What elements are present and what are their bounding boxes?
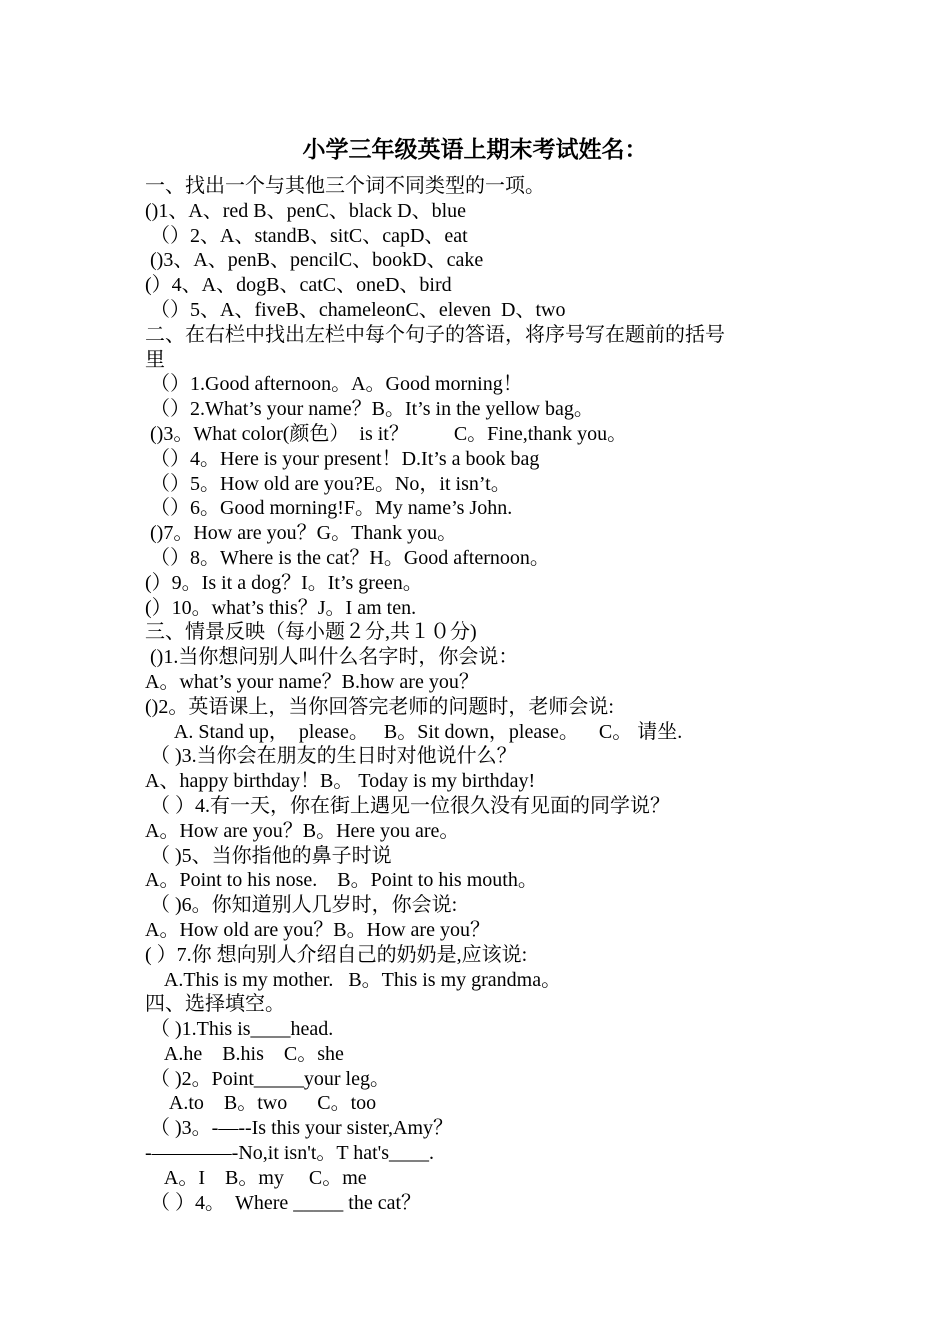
exam-line: （）2.What’s your name？B。It’s in the yellow bag。: [145, 398, 594, 421]
exam-line: （ )6。你知道别人几岁时，你会说:: [145, 894, 458, 917]
exam-line: （）5、A、fiveB、chameleonC、eleven D、two: [145, 298, 566, 321]
exam-line: （ )3.当你会在朋友的生日时对他说什么？: [145, 745, 517, 768]
exam-line: （）4。Here is your present！D.It’s a book bag: [145, 447, 540, 470]
exam-line: ()3、A、penB、pencilC、bookD、cake: [145, 249, 484, 272]
exam-line: 三、情景反映（每小题２分,共１０分): [145, 621, 477, 644]
exam-line: ( ）7.你 想向别人介绍自己的奶奶是,应该说:: [145, 943, 528, 966]
exam-line: A.he B.his C。she: [145, 1042, 344, 1065]
exam-line: ()1、A、red B、penC、black D、blue: [145, 199, 467, 222]
exam-line: A。How old are you？B。How are you？: [145, 918, 490, 941]
exam-line: （）1.Good afternoon。A。Good morning！: [145, 373, 523, 396]
exam-line: 里: [145, 348, 165, 371]
exam-line: （ )3。-—--Is this your sister,Amy？: [145, 1117, 454, 1140]
exam-title: 小学三年级英语上期末考试姓名：: [302, 137, 648, 162]
exam-line: A。what’s your name？B.how are you？: [145, 670, 479, 693]
exam-line: （）5。How old are you?E。No，it isn’t。: [145, 472, 511, 495]
exam-line: A.to B。two C。too: [145, 1092, 377, 1115]
exam-line: A.This is my mother. B。This is my grandma。: [145, 968, 562, 991]
exam-line: 一、找出一个与其他三个词不同类型的一项。: [145, 175, 545, 197]
exam-line: （ ）4.有一天，你在街上遇见一位很久没有见面的同学说？: [145, 794, 670, 817]
exam-line: ()1.当你想问别人叫什么名字时，你会说：: [145, 646, 519, 669]
exam-line: A。I B。my C。me: [145, 1166, 367, 1189]
exam-line: A。Point to his nose. B。Point to his mouth。: [145, 869, 538, 892]
exam-line: A. Stand up， please。 B。Sit down，please。 C。 请坐.: [145, 720, 683, 743]
exam-line: （）2、A、standB、sitC、capD、eat: [145, 224, 468, 247]
exam-line: (）10。what’s this？J。I am ten.: [145, 596, 417, 619]
exam-body: [145, 174, 825, 1215]
exam-line: ()3。What color(颜色） is it？ C。Fine,thank you。: [145, 422, 628, 445]
exam-line: ()2。英语课上，当你回答完老师的问题时，老师会说:: [145, 695, 614, 718]
exam-line: （ )2。Point_____your leg。: [145, 1067, 390, 1090]
exam-line: ()7。How are you？G。Thank you。: [145, 522, 458, 545]
exam-line: -————-No,it isn't。T hat's____.: [145, 1142, 435, 1165]
exam-line: （）8。Where is the cat？H。Good afternoon。: [145, 546, 550, 569]
exam-line: A。How are you？B。Here you are。: [145, 819, 460, 842]
exam-line: （ ）4。 Where _____ the cat？: [145, 1191, 422, 1214]
exam-line: A、happy birthday！B。 Today is my birthday!: [145, 770, 536, 793]
exam-line: (）9。Is it a dog？I。It’s green。: [145, 571, 423, 594]
exam-line: (）4、A、dogB、catC、oneD、bird: [145, 274, 452, 297]
exam-line: （）6。Good morning!F。My name’s John.: [145, 497, 513, 520]
exam-line: 二、在右栏中找出左栏中每个句子的答语，将序号写在题前的括号: [145, 323, 725, 346]
exam-line: （ )5、当你指他的鼻子时说: [145, 844, 392, 867]
exam-line: （ )1.This is____head.: [145, 1018, 334, 1041]
exam-line: 四、选择填空。: [145, 993, 285, 1016]
